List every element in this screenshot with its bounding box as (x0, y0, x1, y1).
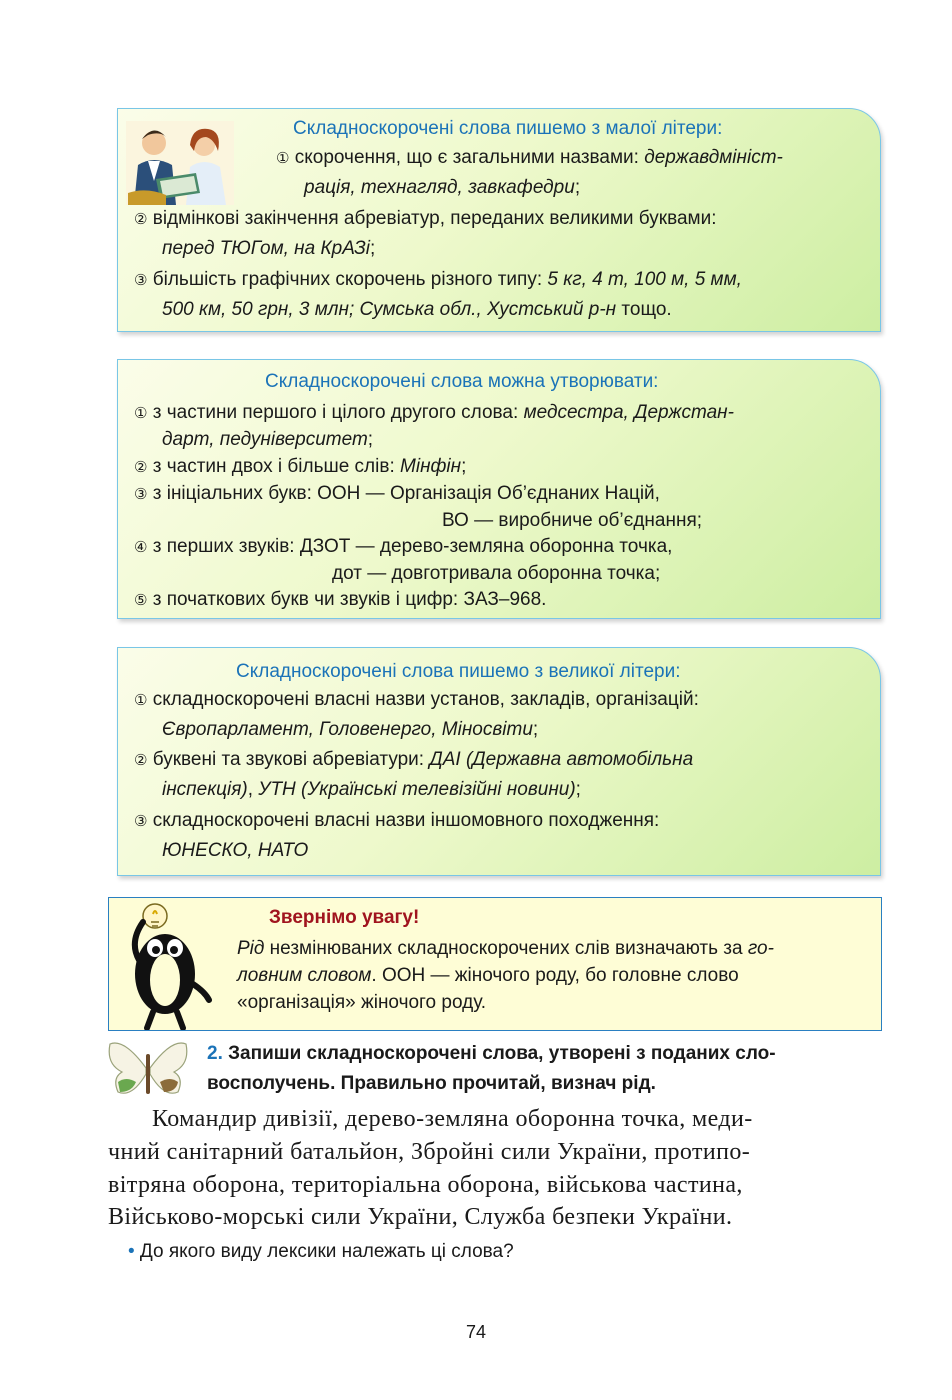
butterfly-icon (106, 1038, 190, 1100)
question-line: • До якого виду лексики належать ці слова? (128, 1241, 514, 1262)
bullet-icon: • (128, 1241, 135, 1262)
box3-line4: інспекція), УТН (Українські телевізійні новини); (162, 779, 581, 800)
attention-line3: «організація» жіночого роду. (237, 992, 487, 1013)
attention-title: Звернімо увагу! (269, 907, 420, 928)
box2-line4: ③ з ініціальних букв: ООН — Організація Об’єднаних Націй, (134, 483, 660, 504)
task-line2: восполучень. Правильно прочитай, визнач рід. (207, 1073, 656, 1094)
box3-line5: ③ складноскорочені власні назви іншомовного походження: (134, 810, 660, 831)
box2-line6: ④ з перших звуків: ДЗОТ — дерево-земляна оборонна точка, (134, 536, 673, 557)
box1-line3: ② відмінкові закінчення абревіатур, переданих великими буквами: (134, 208, 717, 229)
people-reading-illustration (126, 121, 234, 205)
box1-line2: рація, технагляд, завкафедри; (304, 177, 581, 198)
box3-line3: ② буквені та звукові абревіатури: ДАІ (Державна автомобільна (134, 749, 694, 770)
exercise-line: вітряна оборона, територіальна оборона, військова частина, (108, 1172, 743, 1198)
task-line1: 2. Запиши складноскорочені слова, утворені з поданих сло- (207, 1043, 776, 1064)
box2-line8: ⑤ з початкових букв чи звуків і цифр: ЗАЗ–968. (134, 589, 547, 610)
box2-line1: ① з частини першого і цілого другого слова: медсестра, Держстан- (134, 402, 734, 423)
exercise-line: чний санітарний батальйон, Збройні сили України, протипо- (108, 1139, 751, 1165)
rule-box-uppercase (117, 647, 881, 876)
box2-title: Складноскорочені слова можна утворювати: (265, 371, 659, 392)
box1-title: Складноскорочені слова пишемо з малої літери: (293, 118, 723, 139)
box3-line1: ① складноскорочені власні назви установ, закладів, організацій: (134, 689, 699, 710)
exercise-line: Військово-морські сили України, Служба безпеки України. (108, 1204, 733, 1230)
page-number: 74 (465, 1322, 487, 1342)
box1-line5: ③ більшість графічних скорочень різного типу: 5 кг, 4 т, 100 м, 5 мм, (134, 269, 742, 290)
exercise-line: Командир дивізії, дерево-земляна оборонна точка, меди- (152, 1106, 753, 1132)
box2-line2: дарт, педуніверситет; (162, 429, 374, 450)
rule-box-lowercase (117, 108, 881, 332)
letter-o-mascot-icon (115, 900, 215, 1030)
attention-box (108, 897, 882, 1031)
attention-line2: ловним словом. ООН — жіночого роду, бо головне слово (237, 965, 739, 986)
box1-line6: 500 км, 50 грн, 3 млн; Сумська обл., Хустський р-н тощо. (162, 299, 672, 320)
box3-title: Складноскорочені слова пишемо з великої літери: (236, 661, 681, 682)
box1-line1: ① скорочення, що є загальними назвами: державдмініст- (276, 147, 783, 168)
rule-box-formation (117, 359, 881, 619)
box3-line6: ЮНЕСКО, НАТО (162, 840, 309, 861)
attention-line1: Рід незмінюваних складноскорочених слів визначають за го- (237, 938, 774, 959)
box1-line4: перед ТЮГом, на КрАЗі; (162, 238, 376, 259)
box2-line5: ВО — виробниче об’єднання; (442, 510, 703, 531)
box2-line3: ② з частин двох і більше слів: Мінфін; (134, 456, 467, 477)
box3-line2: Європарламент, Головенерго, Міносвіти; (162, 719, 539, 740)
box2-line7: дот — довготривала оборонна точка; (332, 563, 661, 584)
